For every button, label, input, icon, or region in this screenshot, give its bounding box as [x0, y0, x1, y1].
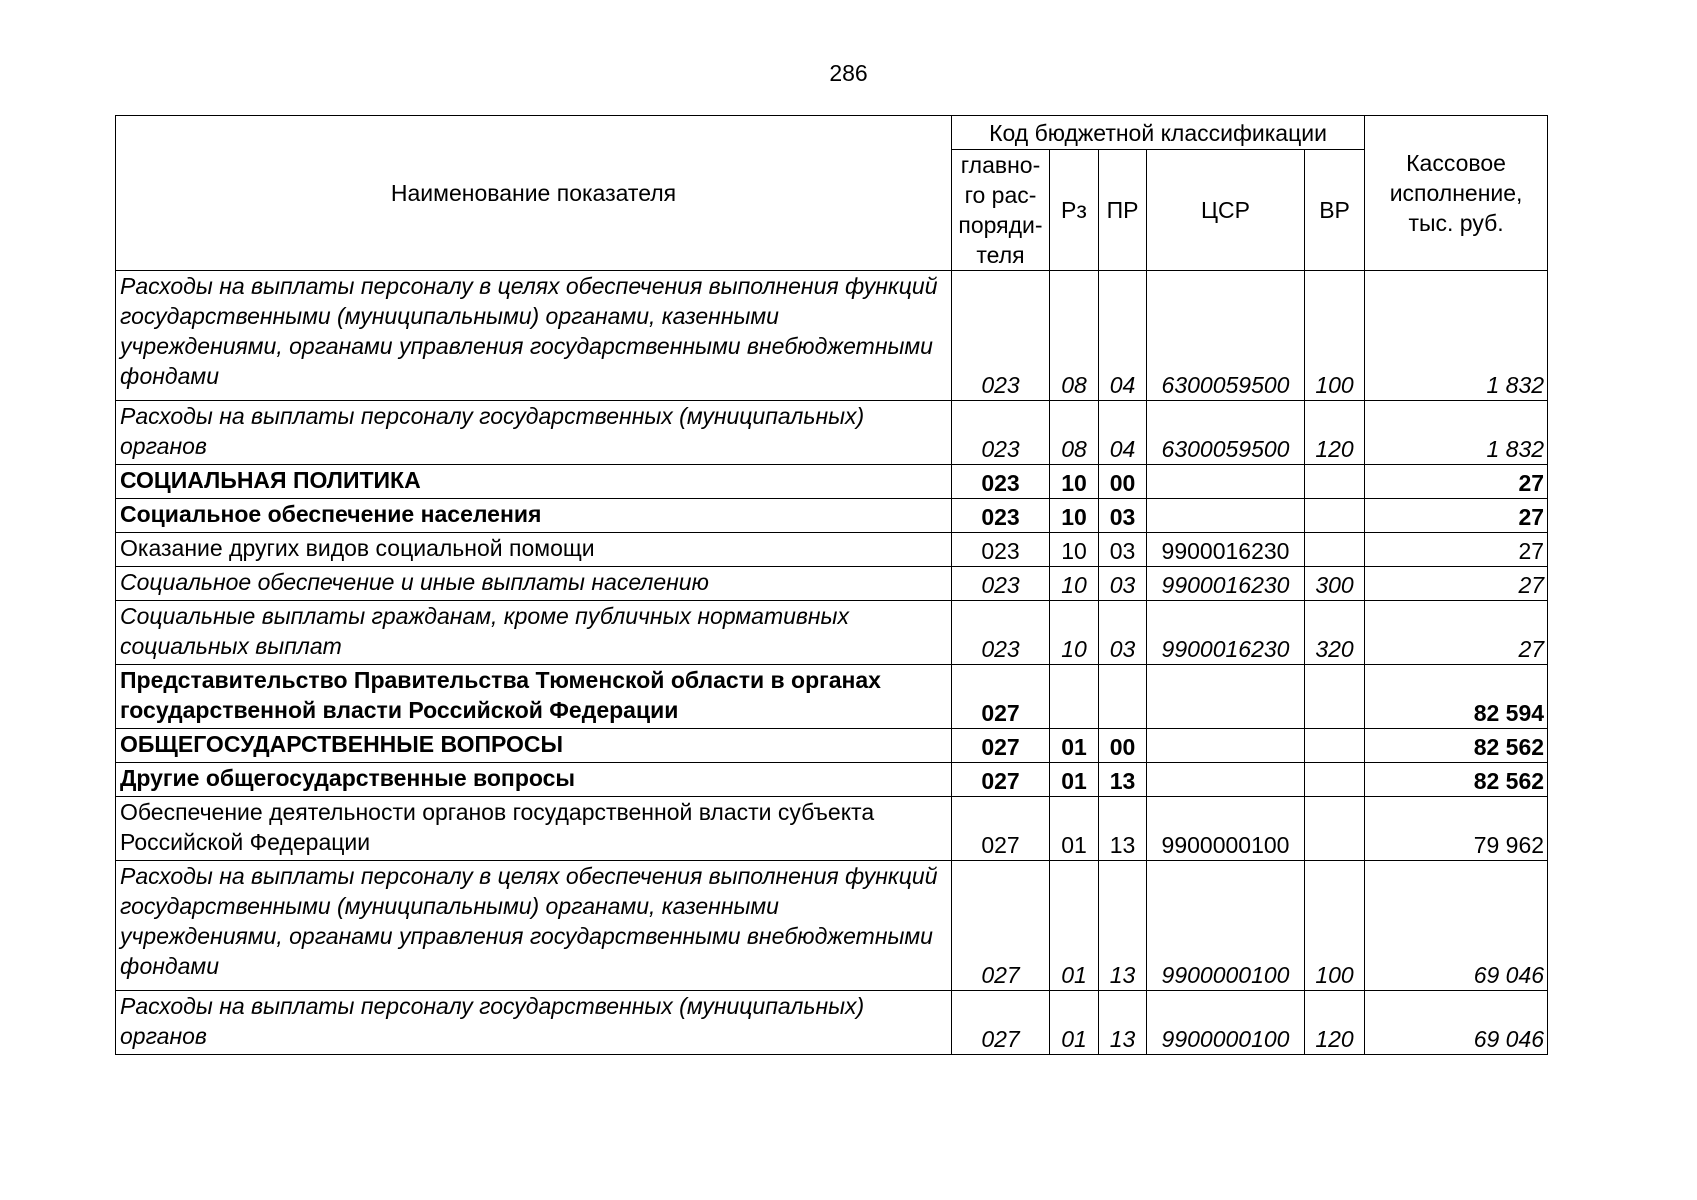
row-name: Расходы на выплаты персоналу в целях обеспечения выполнения функций государственными (муниципальными) органами, казенными учреждениями, органами управления государственными внебюджетными фондами — [116, 861, 952, 991]
budget-table — [115, 115, 1548, 1055]
header-vr: ВР — [1305, 150, 1365, 271]
row-csr — [1147, 763, 1305, 797]
row-name: Расходы на выплаты персоналу государственных (муниципальных) органов — [116, 401, 952, 465]
header-amount: Кассовое исполнение, тыс. руб. — [1365, 116, 1548, 271]
row-pr: 03 — [1099, 601, 1147, 665]
row-vr — [1305, 763, 1365, 797]
row-glavn: 027 — [952, 991, 1050, 1055]
row-vr — [1305, 499, 1365, 533]
row-glavn: 023 — [952, 601, 1050, 665]
row-pr: 13 — [1099, 991, 1147, 1055]
row-rz: 10 — [1050, 465, 1099, 499]
row-rz: 01 — [1050, 991, 1099, 1055]
table-row — [116, 729, 1548, 763]
row-vr — [1305, 533, 1365, 567]
row-pr: 03 — [1099, 499, 1147, 533]
table-row — [116, 465, 1548, 499]
row-glavn: 023 — [952, 533, 1050, 567]
row-amount: 82 562 — [1365, 763, 1548, 797]
row-rz: 01 — [1050, 729, 1099, 763]
row-glavn: 027 — [952, 665, 1050, 729]
row-amount: 82 594 — [1365, 665, 1548, 729]
row-csr — [1147, 665, 1305, 729]
row-vr: 320 — [1305, 601, 1365, 665]
row-csr: 6300059500 — [1147, 271, 1305, 401]
row-csr: 9900016230 — [1147, 533, 1305, 567]
header-pr: ПР — [1099, 150, 1147, 271]
row-rz: 10 — [1050, 601, 1099, 665]
row-vr — [1305, 465, 1365, 499]
table-row — [116, 601, 1548, 665]
row-name: СОЦИАЛЬНАЯ ПОЛИТИКА — [116, 465, 952, 499]
row-amount: 1 832 — [1365, 271, 1548, 401]
row-pr: 00 — [1099, 465, 1147, 499]
row-glavn: 023 — [952, 465, 1050, 499]
row-name: Расходы на выплаты персоналу государственных (муниципальных) органов — [116, 991, 952, 1055]
header-name: Наименование показателя — [116, 116, 952, 271]
row-rz: 08 — [1050, 271, 1099, 401]
row-name: Обеспечение деятельности органов государственной власти субъекта Российской Федерации — [116, 797, 952, 861]
row-csr — [1147, 465, 1305, 499]
row-vr — [1305, 797, 1365, 861]
row-name: Социальное обеспечение и иные выплаты населению — [116, 567, 952, 601]
row-rz: 01 — [1050, 763, 1099, 797]
row-amount: 69 046 — [1365, 861, 1548, 991]
row-name: ОБЩЕГОСУДАРСТВЕННЫЕ ВОПРОСЫ — [116, 729, 952, 763]
header-rz: Рз — [1050, 150, 1099, 271]
row-csr: 9900016230 — [1147, 567, 1305, 601]
row-name: Представительство Правительства Тюменской области в органах государственной власти Российской Федерации — [116, 665, 952, 729]
row-name: Расходы на выплаты персоналу в целях обеспечения выполнения функций государственными (муниципальными) органами, казенными учреждениями, органами управления государственными внебюджетными фондами — [116, 271, 952, 401]
row-vr — [1305, 729, 1365, 763]
header-budget-code-group: Код бюджетной классификации — [952, 116, 1365, 150]
row-rz: 01 — [1050, 797, 1099, 861]
row-glavn: 023 — [952, 567, 1050, 601]
row-pr: 13 — [1099, 797, 1147, 861]
row-amount: 1 832 — [1365, 401, 1548, 465]
row-rz: 10 — [1050, 533, 1099, 567]
row-csr: 9900000100 — [1147, 991, 1305, 1055]
row-glavn: 023 — [952, 401, 1050, 465]
row-amount: 27 — [1365, 567, 1548, 601]
row-pr: 13 — [1099, 861, 1147, 991]
row-csr: 9900000100 — [1147, 861, 1305, 991]
table-row — [116, 567, 1548, 601]
row-csr: 6300059500 — [1147, 401, 1305, 465]
row-glavn: 027 — [952, 797, 1050, 861]
row-glavn: 023 — [952, 499, 1050, 533]
row-amount: 27 — [1365, 533, 1548, 567]
table-row — [116, 665, 1548, 729]
row-vr: 300 — [1305, 567, 1365, 601]
row-csr: 9900016230 — [1147, 601, 1305, 665]
row-name: Социальные выплаты гражданам, кроме публичных нормативных социальных выплат — [116, 601, 952, 665]
row-glavn: 027 — [952, 763, 1050, 797]
row-vr: 100 — [1305, 861, 1365, 991]
row-amount: 27 — [1365, 601, 1548, 665]
row-pr: 00 — [1099, 729, 1147, 763]
table-header — [116, 116, 1548, 271]
table-row — [116, 271, 1548, 401]
row-rz: 08 — [1050, 401, 1099, 465]
row-glavn: 027 — [952, 861, 1050, 991]
page-number: 286 — [829, 60, 868, 86]
table-row — [116, 533, 1548, 567]
header-glavn: главно-го рас-поряди-теля — [952, 150, 1050, 271]
table-row — [116, 499, 1548, 533]
row-vr: 120 — [1305, 991, 1365, 1055]
row-rz: 10 — [1050, 499, 1099, 533]
table-row — [116, 797, 1548, 861]
table-row — [116, 861, 1548, 991]
row-vr — [1305, 665, 1365, 729]
row-rz: 10 — [1050, 567, 1099, 601]
row-amount: 79 962 — [1365, 797, 1548, 861]
row-amount: 82 562 — [1365, 729, 1548, 763]
row-csr: 9900000100 — [1147, 797, 1305, 861]
header-csr: ЦСР — [1147, 150, 1305, 271]
row-pr: 04 — [1099, 271, 1147, 401]
row-pr: 03 — [1099, 533, 1147, 567]
row-amount: 69 046 — [1365, 991, 1548, 1055]
row-rz — [1050, 665, 1099, 729]
row-glavn: 027 — [952, 729, 1050, 763]
row-glavn: 023 — [952, 271, 1050, 401]
row-pr: 13 — [1099, 763, 1147, 797]
table-row — [116, 401, 1548, 465]
row-vr: 120 — [1305, 401, 1365, 465]
row-name: Другие общегосударственные вопросы — [116, 763, 952, 797]
row-pr — [1099, 665, 1147, 729]
table-body — [116, 271, 1548, 1055]
table-row — [116, 991, 1548, 1055]
table-row — [116, 763, 1548, 797]
row-vr: 100 — [1305, 271, 1365, 401]
row-amount: 27 — [1365, 465, 1548, 499]
row-pr: 03 — [1099, 567, 1147, 601]
row-amount: 27 — [1365, 499, 1548, 533]
row-pr: 04 — [1099, 401, 1147, 465]
row-csr — [1147, 729, 1305, 763]
row-csr — [1147, 499, 1305, 533]
row-name: Оказание других видов социальной помощи — [116, 533, 952, 567]
row-name: Социальное обеспечение населения — [116, 499, 952, 533]
row-rz: 01 — [1050, 861, 1099, 991]
